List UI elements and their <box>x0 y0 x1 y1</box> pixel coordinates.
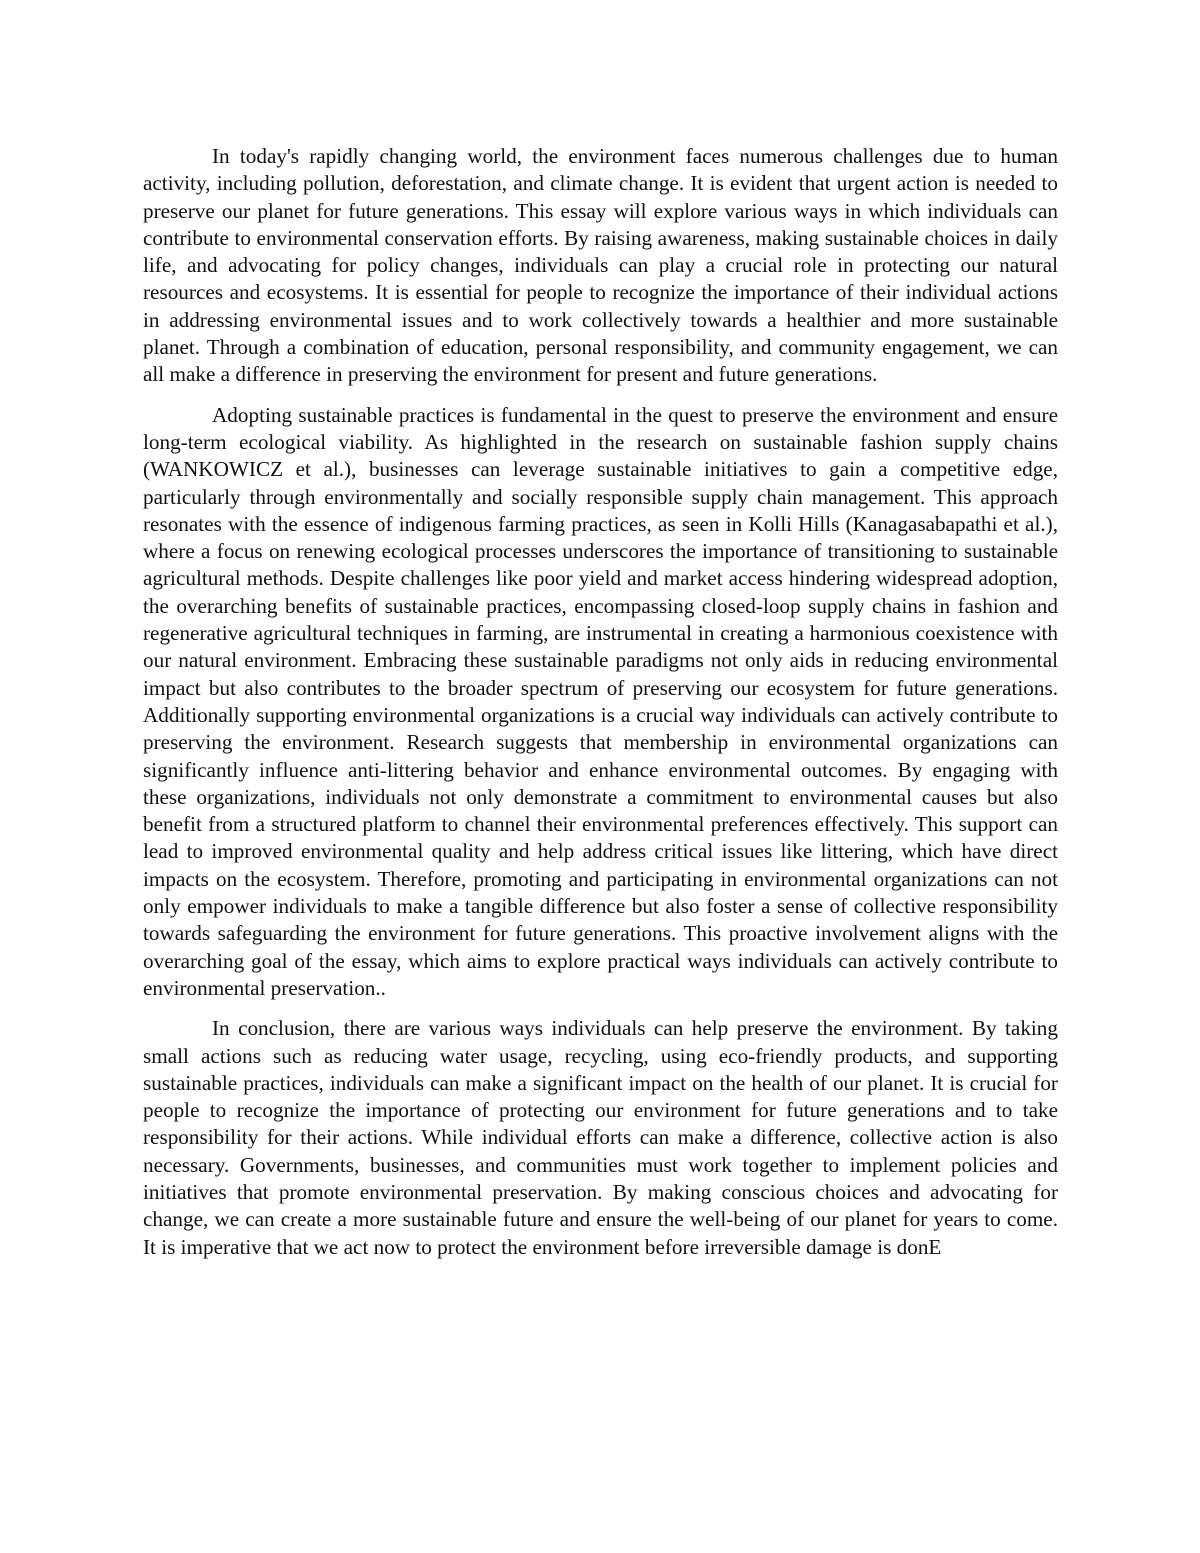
paragraph-introduction: In today's rapidly changing world, the environment faces numerous challenges due to human activity, including pollution, deforestation, and climate change. It is evident that urgent action is needed to preserve our planet for future generations. This essay will explore various ways in which individuals can contribute to environmental conservation efforts. By raising awareness, making sustainable choices in daily life, and advocating for policy changes, individuals can play a crucial role in protecting our natural resources and ecosystems. It is essential for people to recognize the importance of their individual actions in addressing environmental issues and to work collectively towards a healthier and more sustainable planet. Through a combination of education, personal responsibility, and community engagement, we can all make a difference in preserving the environment for present and future generations. <box>143 144 1058 387</box>
paragraph-body: Adopting sustainable practices is fundamental in the quest to preserve the environment and ensure long-term ecological viability. As highlighted in the research on sustainable fashion supply chains (WANKOWICZ et al.), businesses can leverage sustainable initiatives to gain a competitive edge, particularly through environmentally and socially responsible supply chain management. This approach resonates with the essence of indigenous farming practices, as seen in Kolli Hills (Kanagasabapathi et al.), where a focus on renewing ecological processes underscores the importance of transitioning to sustainable agricultural methods. Despite challenges like poor yield and market access hindering widespread adoption, the overarching benefits of sustainable practices, encompassing closed-loop supply chains in fashion and regenerative agricultural techniques in farming, are instrumental in creating a harmonious coexistence with our natural environment. Embracing these sustainable paradigms not only aids in reducing environmental impact but also contributes to the broader spectrum of preserving our ecosystem for future generations. Additionally supporting environmental organizations is a crucial way individuals can actively contribute to preserving the environment. Research suggests that membership in environmental organizations can significantly influence anti-littering behavior and enhance environmental outcomes. By engaging with these organizations, individuals not only demonstrate a commitment to environmental causes but also benefit from a structured platform to channel their environmental preferences effectively. This support can lead to improved environmental quality and help address critical issues like littering, which have direct impacts on the ecosystem. Therefore, promoting and participating in environmental organizations can not only empower individuals to make a tangible difference but also foster a sense of collective responsibility towards safeguarding the environment for future generations. This proactive involvement aligns with the overarching goal of the essay, which aims to explore practical ways individuals can actively contribute to environmental preservation.. <box>143 402 1058 1000</box>
essay-body <box>143 143 1058 1274</box>
paragraph-conclusion: In conclusion, there are various ways individuals can help preserve the environment. By taking small actions such as reducing water usage, recycling, using eco-friendly products, and supporting sustainable practices, individuals can make a significant impact on the health of our planet. It is crucial for people to recognize the importance of protecting our environment for future generations and to take responsibility for their actions. While individual efforts can make a difference, collective action is also necessary. Governments, businesses, and communities must work together to implement policies and initiatives that promote environmental preservation. By making conscious choices and advocating for change, we can create a more sustainable future and ensure the well-being of our planet for years to come. It is imperative that we act now to protect the environment before irreversible damage is donE <box>143 1016 1058 1259</box>
